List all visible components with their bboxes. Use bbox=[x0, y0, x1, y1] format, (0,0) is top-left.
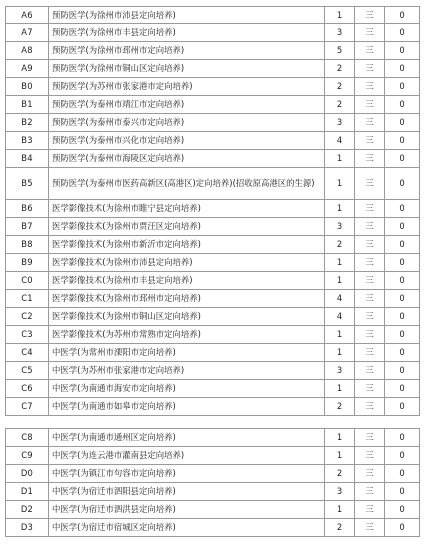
major-code: C5 bbox=[6, 362, 49, 380]
category-mark: 三 bbox=[355, 24, 385, 42]
category-mark: 三 bbox=[355, 150, 385, 168]
table-row bbox=[6, 114, 420, 132]
plan-count: 3 bbox=[325, 483, 355, 501]
major-name: 预防医学(为泰州市兴化市定向培养) bbox=[49, 132, 325, 150]
row-value: 0 bbox=[385, 398, 420, 416]
table-row bbox=[6, 326, 420, 344]
major-name: 医学影像技术(为徐州市邳州市定向培养) bbox=[49, 290, 325, 308]
category-mark: 三 bbox=[355, 96, 385, 114]
plan-count: 1 bbox=[325, 168, 355, 200]
table-row bbox=[6, 218, 420, 236]
major-name: 医学影像技术(为徐州市睢宁县定向培养) bbox=[49, 200, 325, 218]
major-name: 医学影像技术(为苏州市常熟市定向培养) bbox=[49, 326, 325, 344]
major-code: B1 bbox=[6, 96, 49, 114]
plan-count: 2 bbox=[325, 78, 355, 96]
table-row bbox=[6, 254, 420, 272]
major-code: C8 bbox=[6, 429, 49, 447]
table-row bbox=[6, 78, 420, 96]
plan-count: 2 bbox=[325, 465, 355, 483]
category-mark: 三 bbox=[355, 272, 385, 290]
plan-count: 5 bbox=[325, 42, 355, 60]
row-value: 0 bbox=[385, 501, 420, 519]
major-code: D1 bbox=[6, 483, 49, 501]
major-name: 预防医学(为徐州市沛县定向培养) bbox=[49, 7, 325, 24]
table-row bbox=[6, 7, 420, 24]
major-code: C1 bbox=[6, 290, 49, 308]
major-name: 中医学(为南通市通州区定向培养) bbox=[49, 429, 325, 447]
plan-count: 1 bbox=[325, 272, 355, 290]
plan-count: 1 bbox=[325, 150, 355, 168]
plan-count: 4 bbox=[325, 132, 355, 150]
category-mark: 三 bbox=[355, 308, 385, 326]
category-mark: 三 bbox=[355, 42, 385, 60]
row-value: 0 bbox=[385, 290, 420, 308]
row-value: 0 bbox=[385, 254, 420, 272]
major-name: 预防医学(为泰州市海陵区定向培养) bbox=[49, 150, 325, 168]
plan-count: 4 bbox=[325, 308, 355, 326]
table-row bbox=[6, 290, 420, 308]
plan-count: 1 bbox=[325, 7, 355, 24]
major-name: 预防医学(为泰州市靖江市定向培养) bbox=[49, 96, 325, 114]
plan-count: 2 bbox=[325, 96, 355, 114]
row-value: 0 bbox=[385, 150, 420, 168]
major-name: 预防医学(为徐州市邳州市定向培养) bbox=[49, 42, 325, 60]
major-name: 医学影像技术(为徐州市沛县定向培养) bbox=[49, 254, 325, 272]
major-name: 医学影像技术(为徐州市丰县定向培养) bbox=[49, 272, 325, 290]
plan-count: 3 bbox=[325, 218, 355, 236]
table-row bbox=[6, 42, 420, 60]
major-name: 中医学(为宿迁市宿城区定向培养) bbox=[49, 519, 325, 537]
category-mark: 三 bbox=[355, 132, 385, 150]
major-code: B2 bbox=[6, 114, 49, 132]
table-row bbox=[6, 150, 420, 168]
plan-count: 2 bbox=[325, 236, 355, 254]
row-value: 0 bbox=[385, 465, 420, 483]
category-mark: 三 bbox=[355, 218, 385, 236]
table-row bbox=[6, 465, 420, 483]
row-value: 0 bbox=[385, 429, 420, 447]
table-row bbox=[6, 132, 420, 150]
major-name: 预防医学(为徐州市铜山区定向培养) bbox=[49, 60, 325, 78]
table-row bbox=[6, 429, 420, 447]
major-name: 中医学(为南通市如皋市定向培养) bbox=[49, 398, 325, 416]
major-name: 医学影像技术(为徐州市贾汪区定向培养) bbox=[49, 218, 325, 236]
row-value: 0 bbox=[385, 447, 420, 465]
major-code: D3 bbox=[6, 519, 49, 537]
category-mark: 三 bbox=[355, 501, 385, 519]
row-value: 0 bbox=[385, 60, 420, 78]
plan-count: 1 bbox=[325, 380, 355, 398]
major-code: D0 bbox=[6, 465, 49, 483]
plan-count: 2 bbox=[325, 519, 355, 537]
plan-count: 1 bbox=[325, 429, 355, 447]
row-value: 0 bbox=[385, 114, 420, 132]
table-row bbox=[6, 447, 420, 465]
major-name: 中医学(为苏州市张家港市定向培养) bbox=[49, 362, 325, 380]
major-code: A6 bbox=[6, 7, 49, 24]
table-row bbox=[6, 308, 420, 326]
category-mark: 三 bbox=[355, 168, 385, 200]
major-name: 预防医学(为泰州市医药高新区(高港区)定向培养)(招收原高港区的生源) bbox=[49, 168, 325, 200]
row-value: 0 bbox=[385, 344, 420, 362]
major-code: B8 bbox=[6, 236, 49, 254]
row-value: 0 bbox=[385, 42, 420, 60]
major-code: B5 bbox=[6, 168, 49, 200]
major-code: C6 bbox=[6, 380, 49, 398]
table-row bbox=[6, 483, 420, 501]
major-name: 中医学(为镇江市句容市定向培养) bbox=[49, 465, 325, 483]
category-mark: 三 bbox=[355, 7, 385, 24]
plan-count: 3 bbox=[325, 362, 355, 380]
major-code: C4 bbox=[6, 344, 49, 362]
table-row bbox=[6, 398, 420, 416]
row-value: 0 bbox=[385, 362, 420, 380]
row-value: 0 bbox=[385, 308, 420, 326]
major-code: C7 bbox=[6, 398, 49, 416]
major-code: B7 bbox=[6, 218, 49, 236]
plan-count: 2 bbox=[325, 398, 355, 416]
row-value: 0 bbox=[385, 200, 420, 218]
row-value: 0 bbox=[385, 24, 420, 42]
plan-count: 1 bbox=[325, 254, 355, 272]
category-mark: 三 bbox=[355, 78, 385, 96]
major-name: 预防医学(为徐州市丰县定向培养) bbox=[49, 24, 325, 42]
plan-count: 1 bbox=[325, 326, 355, 344]
major-code: B9 bbox=[6, 254, 49, 272]
plan-count: 4 bbox=[325, 290, 355, 308]
table-row bbox=[6, 272, 420, 290]
table-row bbox=[6, 200, 420, 218]
row-value: 0 bbox=[385, 483, 420, 501]
table-row bbox=[6, 24, 420, 42]
row-value: 0 bbox=[385, 519, 420, 537]
table-row bbox=[6, 96, 420, 114]
category-mark: 三 bbox=[355, 254, 385, 272]
enrollment-table-top bbox=[5, 6, 420, 416]
major-code: B6 bbox=[6, 200, 49, 218]
row-value: 0 bbox=[385, 168, 420, 200]
plan-count: 2 bbox=[325, 60, 355, 78]
major-code: B3 bbox=[6, 132, 49, 150]
major-code: C0 bbox=[6, 272, 49, 290]
major-name: 中医学(为宿迁市泗阳县定向培养) bbox=[49, 483, 325, 501]
category-mark: 三 bbox=[355, 380, 385, 398]
row-value: 0 bbox=[385, 218, 420, 236]
major-name: 预防医学(为苏州市张家港市定向培养) bbox=[49, 78, 325, 96]
category-mark: 三 bbox=[355, 362, 385, 380]
category-mark: 三 bbox=[355, 483, 385, 501]
major-name: 医学影像技术(为徐州市新沂市定向培养) bbox=[49, 236, 325, 254]
row-value: 0 bbox=[385, 132, 420, 150]
plan-count: 3 bbox=[325, 24, 355, 42]
table-row bbox=[6, 519, 420, 537]
category-mark: 三 bbox=[355, 519, 385, 537]
major-code: B4 bbox=[6, 150, 49, 168]
plan-count: 1 bbox=[325, 501, 355, 519]
category-mark: 三 bbox=[355, 398, 385, 416]
category-mark: 三 bbox=[355, 326, 385, 344]
row-value: 0 bbox=[385, 326, 420, 344]
plan-count: 1 bbox=[325, 447, 355, 465]
major-code: B0 bbox=[6, 78, 49, 96]
category-mark: 三 bbox=[355, 465, 385, 483]
table-row bbox=[6, 501, 420, 519]
category-mark: 三 bbox=[355, 447, 385, 465]
table-row bbox=[6, 362, 420, 380]
table-row bbox=[6, 236, 420, 254]
major-name: 中医学(为连云港市灌南县定向培养) bbox=[49, 447, 325, 465]
category-mark: 三 bbox=[355, 290, 385, 308]
category-mark: 三 bbox=[355, 236, 385, 254]
table-row bbox=[6, 380, 420, 398]
enrollment-table-bottom bbox=[5, 428, 420, 537]
category-mark: 三 bbox=[355, 60, 385, 78]
major-code: A7 bbox=[6, 24, 49, 42]
category-mark: 三 bbox=[355, 200, 385, 218]
major-code: C2 bbox=[6, 308, 49, 326]
row-value: 0 bbox=[385, 380, 420, 398]
table-row bbox=[6, 168, 420, 200]
plan-count: 1 bbox=[325, 344, 355, 362]
row-value: 0 bbox=[385, 236, 420, 254]
table-row bbox=[6, 344, 420, 362]
row-value: 0 bbox=[385, 272, 420, 290]
category-mark: 三 bbox=[355, 429, 385, 447]
major-name: 中医学(为常州市溧阳市定向培养) bbox=[49, 344, 325, 362]
major-name: 医学影像技术(为徐州市铜山区定向培养) bbox=[49, 308, 325, 326]
plan-count: 1 bbox=[325, 200, 355, 218]
major-code: C3 bbox=[6, 326, 49, 344]
row-value: 0 bbox=[385, 78, 420, 96]
major-code: A8 bbox=[6, 42, 49, 60]
row-value: 0 bbox=[385, 96, 420, 114]
category-mark: 三 bbox=[355, 114, 385, 132]
major-code: D2 bbox=[6, 501, 49, 519]
major-code: C9 bbox=[6, 447, 49, 465]
major-name: 中医学(为宿迁市泗洪县定向培养) bbox=[49, 501, 325, 519]
category-mark: 三 bbox=[355, 344, 385, 362]
table-row bbox=[6, 60, 420, 78]
plan-count: 3 bbox=[325, 114, 355, 132]
major-name: 中医学(为南通市海安市定向培养) bbox=[49, 380, 325, 398]
row-value: 0 bbox=[385, 7, 420, 24]
major-code: A9 bbox=[6, 60, 49, 78]
major-name: 预防医学(为泰州市泰兴市定向培养) bbox=[49, 114, 325, 132]
